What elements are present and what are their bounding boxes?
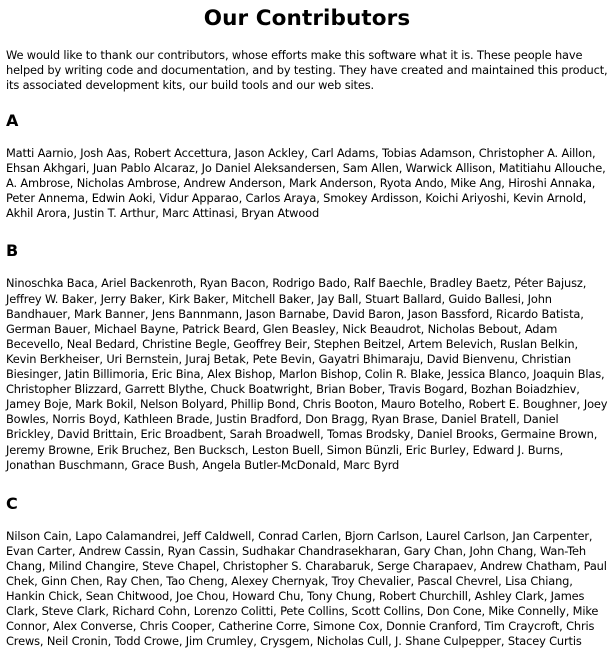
contributor-list-b: Ninoschka Baca, Ariel Backenroth, Ryan Bacon, Rodrigo Bado, Ralf Baechle, Bradley Baetz, Péter Bajusz, Jeffrey W. Baker, Jerry Baker, Kirk Baker, Mitchell Baker, Jay Ball, Stuart Ballard, Guido Ballesi, John Bandhauer, Mark Banner, Jens Bannmann, Jason Barnabe, David Baron, Jason Bassford, Ricardo Batista, German Bauer, Michael Bayne, Patrick Beard, Glen Beasley, Nick Beaudrot, Nicholas Bebout, Adam Becevello, Neal Bedard, Christine Begle, Geoffrey Beir, Stephen Beitzel, Artem Belevich, Ruslan Belkin, Kevin Berkheiser, Uri Bernstein, Juraj Betak, Pete Bevin, Gayatri Bhimaraju, David Bienvenu, Christian Biesinger, Jatin Billimoria, Eric Bina, Alex Bishop, Marlon Bishop, Colin R. Blake, Jessica Blanco, Joaquin Blas, Christopher Blizzard, Garrett Blythe, Chuck Boatwright, Brian Bober, Travis Bogard, Bozhan Boiadzhiev, Jamey Boje, Mark Bokil, Nelson Bolyard, Phillip Bond, Chris Booton, Mauro Botelho, Robert E. Boughner, Joey Bowles, Norris Boyd, Kathleen Brade, Justin Bradford, Don Bragg, Ryan Brase, Daniel Bratell, Daniel Brickley, David Brittain, Eric Broadbent, Sarah Broadwell, Tomas Brodsky, Daniel Brooks, Germaine Brown, Jeremy Browne, Erik Bruchez, Ben Bucksch, Leston Buell, Simon Bünzli, Eric Burley, Edward J. Burns, Jonathan Buschmann, Grace Bush, Angela Butler-McDonald, Marc Byrd [6, 276, 608, 472]
contributor-list-a: Matti Aarnio, Josh Aas, Robert Accettura, Jason Ackley, Carl Adams, Tobias Adamson, Christopher A. Aillon, Ehsan Akhgari, Juan Pablo Alcaraz, Jo Daniel Aleksandersen, Sam Allen, Warwick Allison, Matitiahu Allouche, A. Ambrose, Nicholas Ambrose, Andrew Anderson, Mark Anderson, Ryota Ando, Mike Ang, Hiroshi Annaka, Peter Annema, Edwin Aoki, Vidur Apparao, Carlos Araya, Smokey Ardisson, Koichi Ariyoshi, Kevin Arnold, Akhil Arora, Justin T. Arthur, Marc Attinasi, Bryan Atwood [6, 146, 606, 221]
intro-paragraph: We would like to thank our contributors, whose efforts make this software what it is. These people have helped by writing code and documentation, and by testing. They have created and maintained this product, its associated development kits, our build tools and our web sites. [6, 48, 608, 92]
section-a [6, 111, 608, 221]
section-heading-b: B [6, 241, 19, 261]
page-title: Our Contributors [203, 6, 411, 31]
section-c [6, 494, 608, 649]
contributor-list-c: Nilson Cain, Lapo Calamandrei, Jeff Caldwell, Conrad Carlen, Bjorn Carlson, Laurel Carlson, Jan Carpenter, Evan Carter, Andrew Cassin, Ryan Cassin, Sudhakar Chandrasekharan, Gary Chan, John Chang, Wan-Teh Chang, Milind Changire, Steve Chapel, Christopher S. Charabaruk, Serge Charapaev, Andrew Chatham, Paul Chek, Ginn Chen, Ray Chen, Tao Cheng, Alexey Chernyak, Troy Chevalier, Pascal Chevrel, Lisa Chiang, Hankin Chick, Sean Chitwood, Joe Chou, Howard Chu, Tony Chung, Robert Churchill, Ashley Clark, James Clark, Steve Clark, Richard Cohn, Lorenzo Colitti, Pete Collins, Scott Collins, Don Cone, Mike Connelly, Mike Connor, Alex Converse, Chris Cooper, Catherine Corre, Simone Cox, Donnie Cranford, Tim Craycroft, Chris Crews, Neil Cronin, Todd Crowe, Jim Crumley, Crysgem, Nicholas Cull, J. Shane Culpepper, Stacey Curtis [6, 528, 607, 649]
section-heading-c: C [6, 493, 18, 513]
section-b [6, 241, 608, 472]
section-heading-a: A [6, 111, 19, 130]
